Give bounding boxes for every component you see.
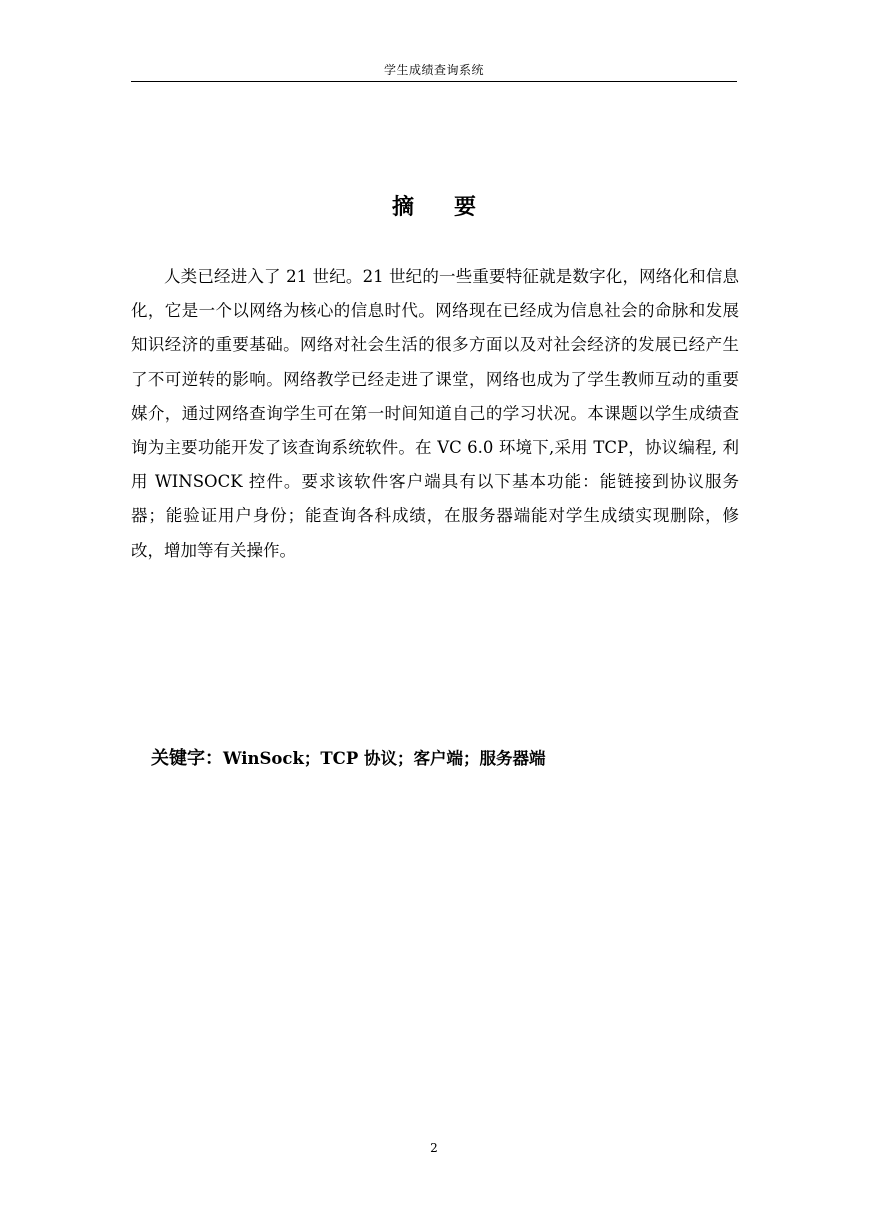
abstract-body: 人类已经进入了 21 世纪。21 世纪的一些重要特征就是数字化，网络化和信息化，它是一个以网络为核心的信息时代。网络现在已经成为信息社会的命脉和发展知识经济的重要基础。网络对社会生活的很多方面以及对社会经济的发展已经产生了不可逆转的影响。网络教学已经走进了课堂，网络也成为了学生教师互动的重要媒介，通过网络查询学生可在第一时间知道自己的学习状况。本课题以学生成绩查询为主要功能开发了该查询系统软件。在 VC 6.0 环境下,采用 TCP，协议编程, 利用 WINSOCK 控件。要求该软件客户端具有以下基本功能：能链接到协议服务器；能验证用户身份；能查询各科成绩，在服务器端能对学生成绩实现删除，修改，增加等有关操作。 bbox=[131, 267, 739, 560]
keywords-line bbox=[151, 744, 545, 774]
keywords-label: 关键字： bbox=[151, 748, 223, 769]
keywords-values: WinSock；TCP 协议；客户端；服务器端 bbox=[223, 749, 546, 768]
abstract-title-right: 要 bbox=[454, 194, 477, 220]
page-number: 2 bbox=[430, 1141, 438, 1155]
header-rule bbox=[131, 81, 737, 82]
running-header: 学生成绩查询系统 bbox=[383, 63, 484, 77]
abstract-title bbox=[131, 192, 737, 222]
abstract-title-left: 摘 bbox=[391, 194, 414, 220]
